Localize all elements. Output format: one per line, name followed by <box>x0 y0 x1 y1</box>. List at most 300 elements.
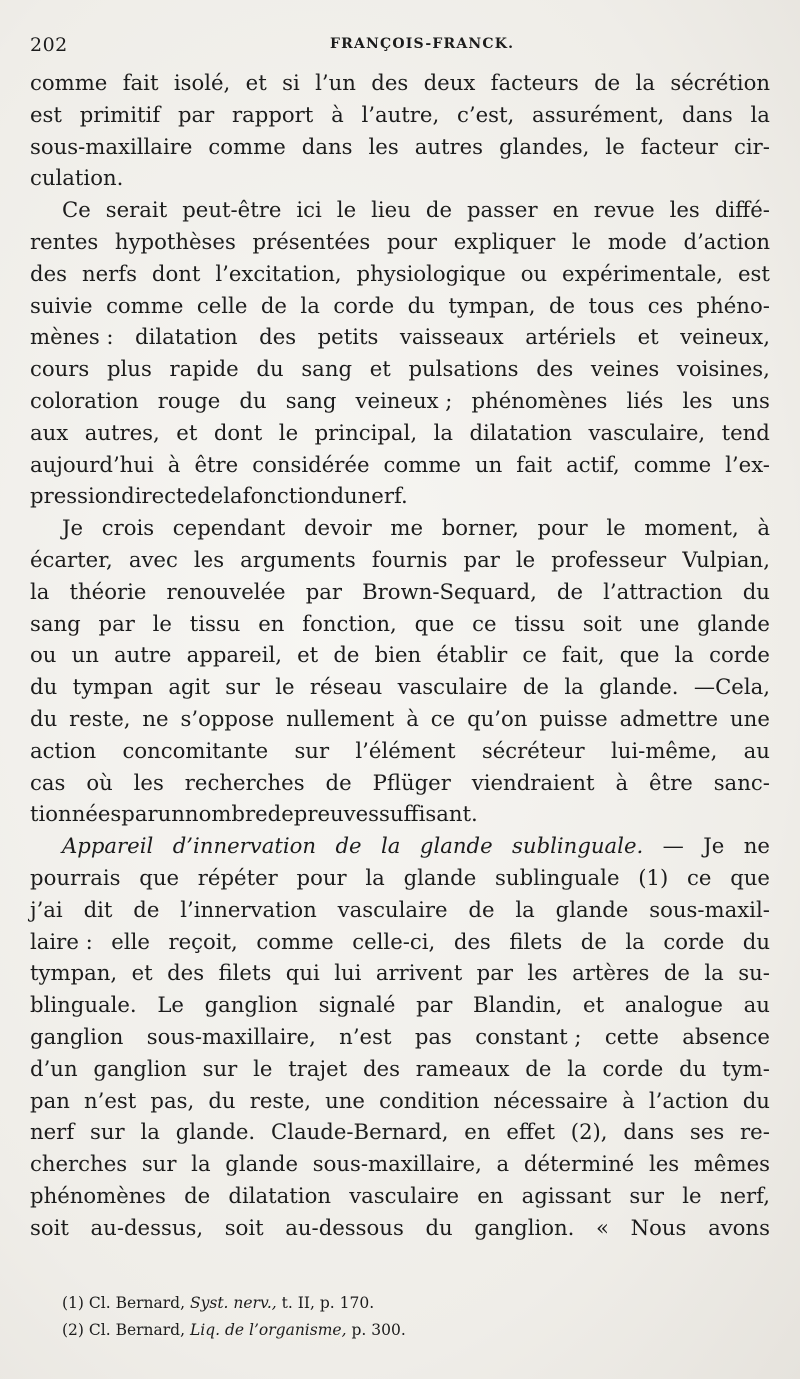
word: physiologique <box>356 260 506 286</box>
word: les <box>682 387 713 413</box>
word: de <box>522 674 549 700</box>
word: recherches <box>184 769 305 795</box>
text-line <box>30 798 770 830</box>
word: et <box>245 70 267 95</box>
word: la <box>564 674 584 700</box>
word: arguments <box>240 546 356 572</box>
word: avons <box>708 1214 770 1240</box>
word: comme <box>208 133 286 159</box>
word: lui-même, <box>610 737 718 763</box>
word: isolé, <box>173 70 231 95</box>
word: admettre <box>619 705 719 731</box>
word: lieu <box>371 197 411 223</box>
word: pourrais <box>30 864 121 890</box>
word: dit <box>83 896 113 922</box>
footnote-author: Cl. Bernard, <box>88 1321 186 1339</box>
word: ce <box>687 864 712 890</box>
word: « <box>596 1214 609 1240</box>
word: être <box>649 769 693 795</box>
word: théorie <box>69 578 147 604</box>
word: que <box>414 610 455 636</box>
word: suivie <box>30 292 93 318</box>
word: Ce <box>62 197 91 223</box>
word: le <box>275 674 295 700</box>
word: les <box>368 133 399 159</box>
word: à <box>331 101 344 127</box>
word: l’ex- <box>725 451 770 477</box>
text-line <box>30 321 770 353</box>
text-line <box>30 1085 770 1117</box>
word: tympan, <box>448 292 536 318</box>
word: avec <box>128 546 178 572</box>
word: passer <box>466 197 538 223</box>
word: le <box>682 1182 702 1208</box>
word: pulsations <box>408 356 519 382</box>
text-line <box>30 957 770 989</box>
word: vaisseaux <box>399 324 504 350</box>
word: uns <box>731 387 770 413</box>
word: Brown-Sequard, <box>362 578 537 604</box>
text-line <box>30 1116 770 1148</box>
word: me <box>390 515 424 541</box>
word: glande <box>419 833 493 859</box>
word: autre <box>114 642 172 668</box>
word: sous-maxillaire, <box>312 1151 482 1177</box>
word: des <box>362 1055 400 1081</box>
footnote-work: Liq. de l’organisme, <box>189 1321 347 1339</box>
word: vasculaire <box>337 896 448 922</box>
word: pas <box>414 1023 452 1049</box>
word: agit <box>168 674 210 700</box>
word: répéter <box>197 864 278 890</box>
word: rouge <box>157 387 221 413</box>
word: d’action <box>683 228 770 254</box>
word: bien <box>374 642 422 668</box>
word: sang <box>285 387 337 413</box>
word: par <box>416 992 453 1018</box>
word: du <box>30 674 58 700</box>
word: facteurs <box>490 70 579 95</box>
word: corde <box>663 928 725 954</box>
word: à <box>757 515 770 541</box>
word: aujourd’hui <box>30 451 154 477</box>
word: un <box>157 801 185 827</box>
text-line <box>30 544 770 576</box>
running-title: FRANÇOIS-FRANCK. <box>330 36 515 52</box>
text-line <box>30 480 770 512</box>
word: la <box>140 1119 160 1145</box>
text-line <box>30 830 770 862</box>
word: culation. <box>30 165 124 191</box>
word: expliquer <box>453 228 556 254</box>
word: sur <box>89 1119 125 1145</box>
word: principal, <box>314 419 418 445</box>
word: rapport <box>232 101 314 127</box>
word: sous-maxillaire, <box>146 1023 316 1049</box>
word: du <box>30 705 58 731</box>
word: du <box>239 387 267 413</box>
word: qui <box>285 960 320 986</box>
word: et <box>297 642 319 668</box>
word: en <box>477 1182 504 1208</box>
footnote <box>62 1290 762 1317</box>
word: Claude-Bernard, <box>271 1119 449 1145</box>
word: être <box>194 451 239 477</box>
word: corde <box>333 292 395 318</box>
word: la <box>300 292 320 318</box>
word: ce <box>472 610 497 636</box>
word: de <box>425 197 452 223</box>
text-line <box>30 385 770 417</box>
word: les <box>193 546 225 572</box>
word: nerf. <box>357 483 408 509</box>
word: est <box>737 260 770 286</box>
word: rentes <box>30 228 99 254</box>
word: pas, <box>150 1087 195 1113</box>
word: nerfs <box>81 260 137 286</box>
word: des <box>536 356 574 382</box>
word: cas <box>30 769 66 795</box>
text-line <box>30 512 770 544</box>
word: l’action <box>648 1087 729 1113</box>
word: ce <box>430 705 456 731</box>
word: les <box>133 769 164 795</box>
text-line <box>30 1021 770 1053</box>
word: de <box>267 801 294 827</box>
word: —Cela, <box>693 674 770 700</box>
word: déterminé <box>523 1151 635 1177</box>
word: phéno- <box>696 292 770 318</box>
word: tympan, <box>30 960 118 986</box>
text-line <box>30 131 770 163</box>
word: veineux ; <box>355 387 453 413</box>
word: ne <box>743 833 770 859</box>
text-line <box>30 162 770 194</box>
word: Le <box>157 992 184 1018</box>
word: nerf, <box>719 1182 770 1208</box>
footnotes <box>62 1290 762 1344</box>
word: s’oppose <box>180 705 275 731</box>
word: puisse <box>539 705 608 731</box>
word: ganglion <box>30 1023 124 1049</box>
word: en <box>258 610 285 636</box>
word: facteur <box>640 133 718 159</box>
word: suffisant. <box>379 801 478 827</box>
word: revue <box>593 197 655 223</box>
word: à <box>167 451 181 477</box>
word: primitif <box>79 101 161 127</box>
word: comme <box>106 292 184 318</box>
word: par <box>305 578 343 604</box>
word: et <box>637 324 659 350</box>
word: le <box>278 419 299 445</box>
word: plus <box>106 356 152 382</box>
word: glande <box>697 610 770 636</box>
word: considérée <box>252 451 370 477</box>
word: nécessaire <box>493 1087 608 1113</box>
word: au-dessous <box>285 1214 404 1240</box>
word: par <box>98 610 135 636</box>
word: sous-maxil- <box>649 896 770 922</box>
word: l’innervation <box>180 896 317 922</box>
word: Nous <box>630 1214 687 1240</box>
word: la <box>223 483 243 509</box>
text-line <box>30 671 770 703</box>
word: de <box>548 292 576 318</box>
word: que <box>139 864 180 890</box>
word: le <box>336 197 357 223</box>
word: la <box>674 642 694 668</box>
word: ganglion <box>93 1055 187 1081</box>
word: la <box>365 864 385 890</box>
word: pan <box>30 1087 70 1113</box>
text-line <box>30 1053 770 1085</box>
word: sur <box>141 1151 177 1177</box>
word: phénomènes <box>30 1182 166 1208</box>
word: reçoit, <box>168 928 238 954</box>
word: pour <box>296 864 347 890</box>
word: veineux, <box>680 324 770 350</box>
word: ganglion. <box>474 1214 575 1240</box>
word: fournis <box>371 546 448 572</box>
text-line <box>30 67 770 99</box>
word: nerf <box>30 1119 75 1145</box>
word: tous <box>588 292 635 318</box>
word: re- <box>740 1119 770 1145</box>
word: liés <box>626 387 664 413</box>
word: absence <box>682 1023 770 1049</box>
word: écarter, <box>30 546 113 572</box>
word: que <box>619 642 660 668</box>
word: dans <box>623 1119 675 1145</box>
word: de <box>580 928 607 954</box>
word: ce <box>522 642 547 668</box>
word: artériels <box>525 324 617 350</box>
text-line <box>30 735 770 767</box>
word: d’un <box>30 1055 78 1081</box>
text-line <box>30 894 770 926</box>
word: et <box>176 419 198 445</box>
footnote-work: Syst. nerv., <box>189 1294 277 1312</box>
word: un <box>474 451 503 477</box>
word: j’ai <box>30 896 63 922</box>
word: la <box>635 70 655 95</box>
word: vasculaire <box>349 1182 460 1208</box>
word: Vulpian, <box>682 546 770 572</box>
word: des <box>371 70 409 95</box>
text-line <box>30 862 770 894</box>
word: sécréteur <box>481 737 585 763</box>
word: la <box>433 419 453 445</box>
word: soit <box>224 1214 264 1240</box>
word: dilatation <box>135 324 238 350</box>
word: cependant <box>172 515 286 541</box>
word: corde <box>602 1055 664 1081</box>
word: en <box>464 1119 491 1145</box>
word: artères <box>572 960 650 986</box>
word: deux <box>423 70 476 95</box>
word: expérimentale, <box>562 260 724 286</box>
word: fait, <box>561 642 605 668</box>
word: et <box>369 356 391 382</box>
word: (2), <box>570 1119 608 1145</box>
word: de <box>594 70 621 95</box>
word: de <box>556 578 584 604</box>
word: les <box>648 1151 680 1177</box>
word: au <box>743 737 770 763</box>
text-line <box>30 290 770 322</box>
word: glande <box>225 1151 299 1177</box>
word: filets <box>509 928 563 954</box>
footnote-mark: (1) <box>62 1294 84 1312</box>
word: preuves <box>293 801 380 827</box>
word: n’est <box>83 1087 137 1113</box>
word: voisines, <box>676 356 770 382</box>
word: des <box>453 928 491 954</box>
word: l’attraction <box>603 578 723 604</box>
word: de <box>197 483 224 509</box>
word: constant ; <box>475 1023 582 1049</box>
word: la <box>750 101 770 127</box>
word: rapide <box>169 356 239 382</box>
word: devoir <box>303 515 372 541</box>
text-line <box>30 1180 770 1212</box>
word: de <box>133 896 160 922</box>
word: ou <box>30 642 57 668</box>
word: au <box>743 992 770 1018</box>
word: comme <box>256 928 334 954</box>
word: une <box>639 610 680 636</box>
word: du <box>208 1087 236 1113</box>
text-line <box>30 194 770 226</box>
word: reste, <box>249 1087 312 1113</box>
footnote <box>62 1317 762 1344</box>
word: de <box>525 1055 552 1081</box>
word: des <box>30 260 67 286</box>
word: tissu <box>514 610 566 636</box>
word: le <box>605 133 625 159</box>
word: à <box>406 705 419 731</box>
word: corde <box>709 642 770 668</box>
word: où <box>86 769 113 795</box>
word: du <box>742 928 770 954</box>
word: celle <box>196 292 248 318</box>
word: tympan <box>72 674 153 700</box>
word: l’élément <box>355 737 456 763</box>
word: analogue <box>624 992 723 1018</box>
word: tend <box>721 419 770 445</box>
word: signalé <box>318 992 396 1018</box>
word: Je <box>62 515 84 541</box>
word: sécrétion <box>670 70 770 95</box>
word: de <box>335 833 362 859</box>
word: la <box>625 928 645 954</box>
word: elle <box>111 928 150 954</box>
text-line <box>30 1212 770 1244</box>
word: d’innervation <box>172 833 317 859</box>
word: de <box>663 960 690 986</box>
word: de <box>184 1182 211 1208</box>
word: dilatation <box>228 1182 331 1208</box>
word: Pflüger <box>372 769 451 795</box>
word: de <box>468 896 495 922</box>
word: du <box>742 578 770 604</box>
word: comme <box>30 70 108 95</box>
word: — <box>662 833 684 859</box>
text-line <box>30 226 770 258</box>
word: le <box>571 228 592 254</box>
word: moment, <box>644 515 739 541</box>
word: dans <box>682 101 733 127</box>
word: veines <box>590 356 660 382</box>
word: directe <box>121 483 198 509</box>
word: arrivent <box>375 960 463 986</box>
text-line <box>30 449 770 481</box>
word: la <box>191 1151 211 1177</box>
text-line <box>30 417 770 449</box>
word: cette <box>604 1023 659 1049</box>
word: par <box>476 960 513 986</box>
word: l’autre, <box>361 101 440 127</box>
word: action <box>30 737 97 763</box>
word: Blandin, <box>473 992 563 1018</box>
text-line <box>30 639 770 671</box>
word: petits <box>317 324 379 350</box>
word: borner, <box>441 515 519 541</box>
word: concomitante <box>122 737 269 763</box>
word: qu’on <box>467 705 528 731</box>
word: par <box>177 101 215 127</box>
word: filets <box>218 960 272 986</box>
word: du <box>742 1087 770 1113</box>
word: hypothèses <box>114 228 236 254</box>
word: une <box>325 1087 365 1113</box>
word: Appareil <box>62 833 154 859</box>
word: un <box>71 642 99 668</box>
word: glandes, <box>499 133 590 159</box>
word: condition <box>379 1087 480 1113</box>
word: crois <box>101 515 155 541</box>
word: Je <box>703 833 725 859</box>
word: coloration <box>30 387 139 413</box>
word: reste, <box>69 705 131 731</box>
word: su- <box>738 960 770 986</box>
word: et <box>583 992 605 1018</box>
word: glande. <box>175 1119 256 1145</box>
word: dont <box>151 260 201 286</box>
word: est <box>30 101 62 127</box>
word: sur <box>294 737 330 763</box>
word: ici <box>296 197 322 223</box>
word: ses <box>689 1119 725 1145</box>
word: la <box>567 1055 587 1081</box>
word: si <box>282 70 300 95</box>
word: sur <box>629 1182 665 1208</box>
word: présentées <box>252 228 371 254</box>
word: les <box>669 197 700 223</box>
word: phénomènes <box>471 387 608 413</box>
word: la <box>30 578 50 604</box>
word: sur <box>202 1055 238 1081</box>
word: cir- <box>733 133 770 159</box>
word: autres, <box>84 419 160 445</box>
word: pour <box>386 228 438 254</box>
word: renouvelée <box>166 578 286 604</box>
word: fait <box>122 70 159 95</box>
word: tissu <box>189 610 241 636</box>
word: soit <box>30 1214 69 1240</box>
word: pour <box>537 515 588 541</box>
